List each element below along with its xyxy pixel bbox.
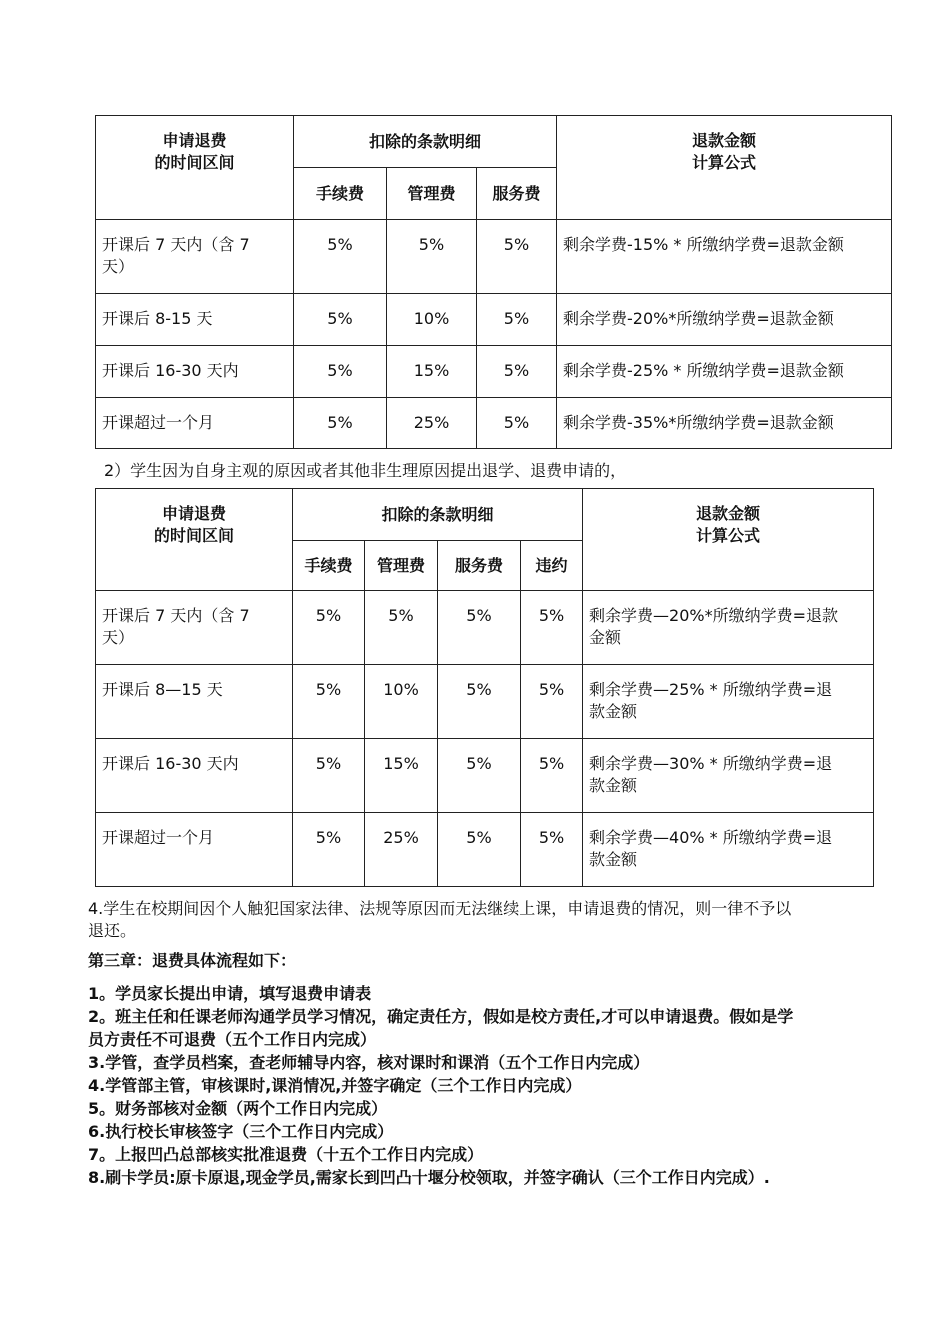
fee-cell: 5% [293, 813, 365, 887]
fee-cell: 5% [365, 591, 438, 665]
fee-cell: 5% [438, 665, 521, 739]
period-cell: 开课超过一个月 [96, 813, 293, 887]
fee-cell: 10% [387, 294, 477, 346]
header-service-fee: 服务费 [438, 541, 521, 591]
header-management-fee: 管理费 [365, 541, 438, 591]
header-period: 申请退费 的时间区间 [96, 116, 294, 220]
fee-cell: 5% [438, 813, 521, 887]
fee-cell: 5% [521, 813, 583, 887]
header-formula: 退款金额 计算公式 [583, 489, 874, 591]
formula-cell: 剩余学费—30% * 所缴纳学费=退 款金额 [583, 739, 874, 813]
fee-cell: 5% [293, 739, 365, 813]
formula-cell: 剩余学费-15% * 所缴纳学费=退款金额 [557, 220, 892, 294]
fee-cell: 5% [293, 591, 365, 665]
formula-cell: 剩余学费-35%*所缴纳学费=退款金额 [557, 398, 892, 449]
note-2: 2）学生因为自身主观的原因或者其他非生理原因提出退学、退费申请的， [104, 461, 627, 480]
header-period: 申请退费 的时间区间 [96, 489, 293, 591]
step-5: 5。财务部核对金额（两个工作日内完成） [88, 1099, 388, 1118]
table-row [96, 346, 892, 398]
fee-cell: 5% [477, 398, 557, 449]
fee-cell: 5% [438, 739, 521, 813]
header-handling-fee: 手续费 [293, 541, 365, 591]
table-row [96, 739, 874, 813]
refund-table-1 [95, 115, 892, 449]
period-cell: 开课后 7 天内（含 7 天） [96, 591, 293, 665]
header-deduct: 扣除的条款明细 [293, 489, 583, 541]
fee-cell: 5% [294, 294, 387, 346]
table-row [96, 813, 874, 887]
period-cell: 开课后 16-30 天内 [96, 346, 294, 398]
table-row [96, 665, 874, 739]
formula-cell: 剩余学费—20%*所缴纳学费=退款 金额 [583, 591, 874, 665]
header-service-fee: 服务费 [477, 168, 557, 220]
header-handling-fee: 手续费 [294, 168, 387, 220]
fee-cell: 5% [521, 665, 583, 739]
step-7: 7。上报凹凸总部核实批准退费（十五个工作日内完成） [88, 1145, 484, 1164]
step-4: 4.学管部主管，审核课时,课消情况,并签字确定（三个工作日内完成） [88, 1076, 582, 1095]
header-management-fee: 管理费 [387, 168, 477, 220]
fee-cell: 10% [365, 665, 438, 739]
fee-cell: 5% [294, 346, 387, 398]
fee-cell: 15% [387, 346, 477, 398]
table-row [96, 294, 892, 346]
fee-cell: 25% [387, 398, 477, 449]
fee-cell: 5% [293, 665, 365, 739]
header-penalty: 违约 [521, 541, 583, 591]
step-2-cont: 员方责任不可退费（五个工作日内完成） [88, 1030, 377, 1049]
paragraph-4: 4.学生在校期间因个人触犯国家法律、法规等原因而无法继续上课，申请退费的情况，则一律不予以 退还。 [88, 899, 792, 940]
table-row [96, 220, 892, 294]
fee-cell: 15% [365, 739, 438, 813]
chapter-3-title: 第三章：退费具体流程如下： [88, 951, 297, 970]
formula-cell: 剩余学费-25% * 所缴纳学费=退款金额 [557, 346, 892, 398]
refund-steps [88, 982, 868, 1189]
step-3: 3.学管，查学员档案，查老师辅导内容，核对课时和课消（五个工作日内完成） [88, 1053, 650, 1072]
step-2: 2。班主任和任课老师沟通学员学习情况，确定责任方，假如是校方责任,才可以申请退费。假如是学 [88, 1007, 794, 1026]
formula-cell: 剩余学费—40% * 所缴纳学费=退 款金额 [583, 813, 874, 887]
fee-cell: 25% [365, 813, 438, 887]
period-cell: 开课后 8-15 天 [96, 294, 294, 346]
period-cell: 开课后 16-30 天内 [96, 739, 293, 813]
formula-cell: 剩余学费—25% * 所缴纳学费=退 款金额 [583, 665, 874, 739]
period-cell: 开课后 8—15 天 [96, 665, 293, 739]
fee-cell: 5% [477, 220, 557, 294]
fee-cell: 5% [294, 220, 387, 294]
fee-cell: 5% [387, 220, 477, 294]
step-8: 8.刷卡学员:原卡原退,现金学员,需家长到凹凸十堰分校领取，并签字确认（三个工作日内完成）. [88, 1168, 770, 1187]
period-cell: 开课后 7 天内（含 7 天） [96, 220, 294, 294]
refund-table-2 [95, 488, 874, 887]
fee-cell: 5% [438, 591, 521, 665]
fee-cell: 5% [477, 346, 557, 398]
step-6: 6.执行校长审核签字（三个工作日内完成） [88, 1122, 394, 1141]
period-cell: 开课超过一个月 [96, 398, 294, 449]
step-1: 1。学员家长提出申请，填写退费申请表 [88, 984, 372, 1003]
fee-cell: 5% [294, 398, 387, 449]
header-formula: 退款金额 计算公式 [557, 116, 892, 220]
table-row [96, 591, 874, 665]
fee-cell: 5% [477, 294, 557, 346]
fee-cell: 5% [521, 591, 583, 665]
header-deduct: 扣除的条款明细 [294, 116, 557, 168]
table-row [96, 398, 892, 449]
formula-cell: 剩余学费-20%*所缴纳学费=退款金额 [557, 294, 892, 346]
fee-cell: 5% [521, 739, 583, 813]
